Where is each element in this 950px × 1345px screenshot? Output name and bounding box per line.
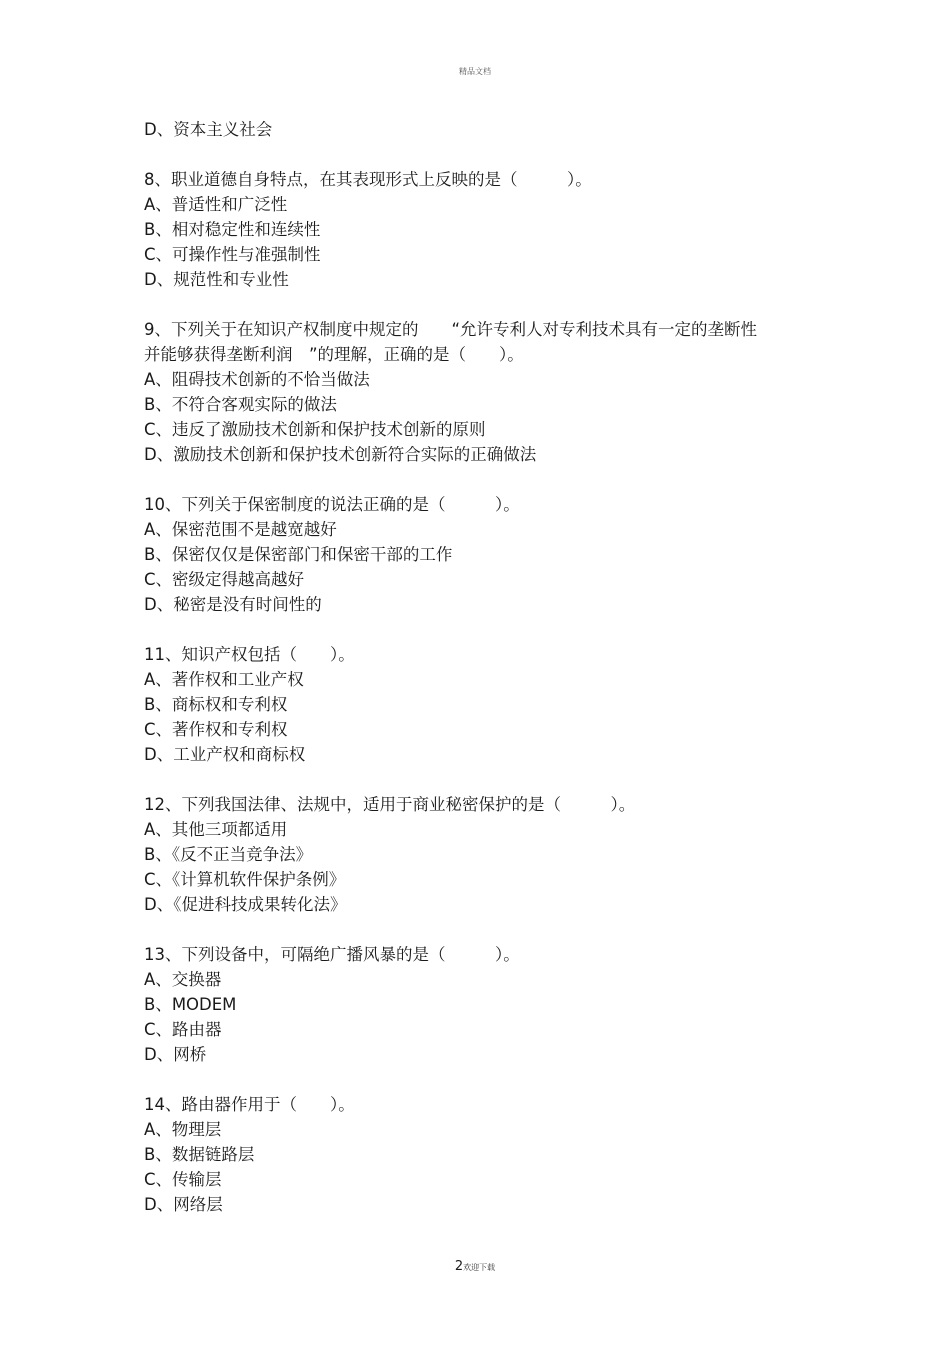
answer-option: D、激励技术创新和保护技术创新符合实际的正确做法 <box>144 445 537 464</box>
question-stem: 11、知识产权包括（ ）。 <box>144 645 355 664</box>
answer-option: A、阻碍技术创新的不恰当做法 <box>144 370 370 389</box>
answer-option: C、传输层 <box>144 1170 222 1189</box>
question-spacer <box>144 767 824 792</box>
question-spacer <box>144 142 824 167</box>
question-block <box>144 492 824 617</box>
answer-option: A、交换器 <box>144 970 222 989</box>
question-block <box>144 942 824 1067</box>
question-stem: 并能够获得垄断利润 ”的理解，正确的是（ ）。 <box>144 345 524 364</box>
question-stem: 10、下列关于保密制度的说法正确的是（ ）。 <box>144 495 520 514</box>
question-spacer <box>144 617 824 642</box>
answer-option: B、保密仅仅是保密部门和保密干部的工作 <box>144 545 453 564</box>
question-spacer <box>144 1067 824 1092</box>
answer-option: D、秘密是没有时间性的 <box>144 595 322 614</box>
answer-option: C、密级定得越高越好 <box>144 570 305 589</box>
answer-option: D、《促进科技成果转化法》 <box>144 895 347 914</box>
answer-option: B、不符合客观实际的做法 <box>144 395 337 414</box>
answer-option: B、《反不正当竞争法》 <box>144 845 313 864</box>
answer-option: C、可操作性与准强制性 <box>144 245 321 264</box>
answer-option: A、普适性和广泛性 <box>144 195 288 214</box>
footer-text: 欢迎下载 <box>463 1263 496 1272</box>
question-spacer <box>144 292 824 317</box>
page-header: 精品文档 <box>459 67 491 76</box>
answer-option: C、违反了激励技术创新和保护技术创新的原则 <box>144 420 486 439</box>
page-footer <box>0 1259 950 1274</box>
question-block <box>144 317 824 467</box>
answer-option: C、《计算机软件保护条例》 <box>144 870 346 889</box>
question-stem: 8、职业道德自身特点，在其表现形式上反映的是（ ）。 <box>144 170 592 189</box>
option-line: D、资本主义社会 <box>144 120 273 139</box>
question-block <box>144 167 824 292</box>
answer-option: D、网桥 <box>144 1045 207 1064</box>
question-stem: 9、下列关于在知识产权制度中规定的 “允许专利人对专利技术具有一定的垄断性 <box>144 320 758 339</box>
question-block <box>144 642 824 767</box>
question-stem: 12、下列我国法律、法规中，适用于商业秘密保护的是（ ）。 <box>144 795 636 814</box>
answer-option: B、MODEM <box>144 995 237 1014</box>
question-list <box>144 142 824 1217</box>
answer-option: D、规范性和专业性 <box>144 270 289 289</box>
question-block <box>144 792 824 917</box>
question-stem: 14、路由器作用于（ ）。 <box>144 1095 355 1114</box>
answer-option: A、著作权和工业产权 <box>144 670 304 689</box>
answer-option: B、商标权和专利权 <box>144 695 288 714</box>
question-block <box>144 1092 824 1217</box>
answer-option: D、工业产权和商标权 <box>144 745 306 764</box>
answer-option: B、数据链路层 <box>144 1145 255 1164</box>
question-stem: 13、下列设备中，可隔绝广播风暴的是（ ）。 <box>144 945 520 964</box>
answer-option: C、著作权和专利权 <box>144 720 288 739</box>
document-body <box>144 117 824 1217</box>
answer-option: A、其他三项都适用 <box>144 820 288 839</box>
question-spacer <box>144 917 824 942</box>
answer-option: B、相对稳定性和连续性 <box>144 220 321 239</box>
answer-option: A、保密范围不是越宽越好 <box>144 520 337 539</box>
page-number: 2 <box>454 1259 464 1274</box>
answer-option: C、路由器 <box>144 1020 222 1039</box>
answer-option: A、物理层 <box>144 1120 222 1139</box>
question-spacer <box>144 467 824 492</box>
answer-option: D、网络层 <box>144 1195 223 1214</box>
